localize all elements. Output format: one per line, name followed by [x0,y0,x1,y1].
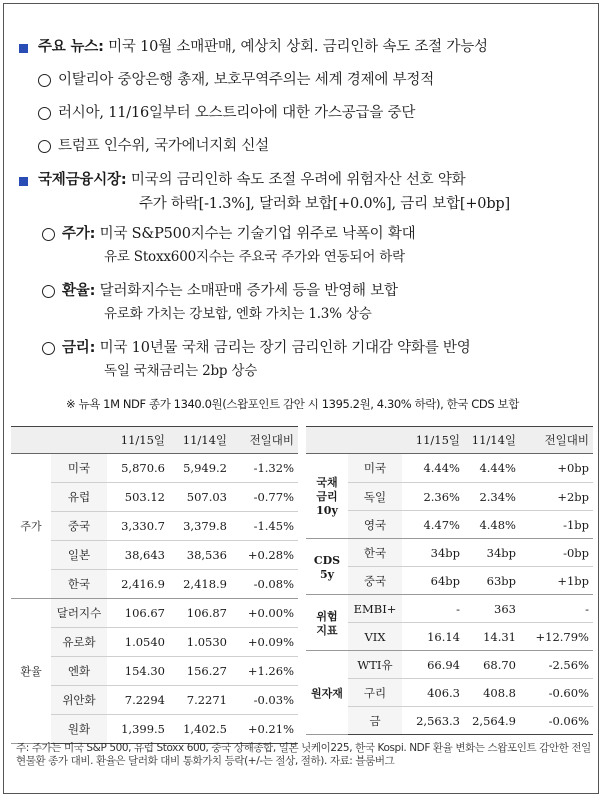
market-heading-text: 미국의 금리인하 속도 조절 우려에 위험자산 선호 약화 [130,172,466,188]
value-cell: 5,949.2 [169,454,231,483]
value-cell: -1.32% [231,454,298,483]
row-name-cell: 중국 [51,512,107,541]
row-name-cell: 미국 [348,454,402,483]
value-cell: 154.30 [107,657,169,686]
row-name-cell: 달러지수 [51,599,107,628]
value-cell: 2,564.9 [464,707,520,735]
circle-bullet-icon [38,140,51,153]
value-cell: 5,870.6 [107,454,169,483]
table-row [11,599,298,628]
row-name-cell: 엔화 [51,657,107,686]
market-item-sub: 독일 국채금리는 2bp 상승 [104,363,258,379]
row-name-cell: 유럽 [51,483,107,512]
table-row [306,567,593,595]
value-cell: 14.31 [464,623,520,651]
group-label [11,599,51,744]
value-cell: -0.08% [231,570,298,599]
table-row [306,511,593,539]
table-row [11,628,298,657]
row-name-cell: 한국 [348,539,402,567]
row-name-cell: 원화 [51,715,107,744]
market-item-rate [62,338,471,358]
value-cell: 1,399.5 [107,715,169,744]
value-cell: - [402,595,464,623]
row-name-cell: 유로화 [51,628,107,657]
value-cell: 4.47% [402,511,464,539]
market-item-label: 환율: [62,283,96,299]
value-cell: -0.03% [231,686,298,715]
value-cell: 34bp [402,539,464,567]
group-label-text: 원자재 [311,686,343,700]
value-cell: 1,402.5 [169,715,231,744]
value-cell: 3,379.8 [169,512,231,541]
value-cell: 1.0530 [169,628,231,657]
row-name-cell: VIX [348,623,402,651]
market-item-fx [62,281,398,301]
value-cell: 38,536 [169,541,231,570]
value-cell: 106.67 [107,599,169,628]
market-item-label: 주가: [62,226,96,242]
value-cell: +1.26% [231,657,298,686]
group-label-text: 국채 금리 10y [316,476,338,517]
value-cell: 4.44% [402,454,464,483]
table-row [11,715,298,744]
value-cell: 2,563.3 [402,707,464,735]
table-header-cell: 11/15일 [107,427,169,454]
value-cell: 64bp [402,567,464,595]
market-item-text: 미국 S&P500지수는 기술기업 위주로 낙폭이 확대 [99,226,416,242]
footnote: 주: 주가는 미국 S&P 500, 유럽 Stoxx 600, 중국 상해종합, 일본 닛케이225, 한국 Kospi. NDF 환율 변화는 스왑포인트 감안한 전일 현물환 종가 대비. 환율은 달러화 대비 통화가치 등락(+/-는 절상, 절하). 자료: 블룸버그 [16,742,591,767]
market-item-sub: 유로화 가치는 강보합, 엔화 가치는 1.3% 상승 [104,306,372,322]
value-cell: 363 [464,595,520,623]
table-row [11,512,298,541]
table-row [306,707,593,735]
value-cell: 406.3 [402,679,464,707]
value-cell: 1.0540 [107,628,169,657]
market-item-stock [62,224,415,244]
value-cell: 2,418.9 [169,570,231,599]
value-cell: +2bp [520,483,593,511]
value-cell: -2.56% [520,651,593,679]
value-cell: -1.45% [231,512,298,541]
table-header-row [306,427,593,454]
table-row [306,595,593,623]
table-header-cell [11,427,51,454]
table-row [11,541,298,570]
value-cell: -0.77% [231,483,298,512]
square-bullet-icon [19,44,28,53]
news-item: 트럼프 인수위, 국가에너지회 신설 [58,138,269,154]
table-header-cell: 전일대비 [520,427,593,454]
table-row [306,651,593,679]
row-name-cell: 영국 [348,511,402,539]
value-cell: - [520,595,593,623]
table-row [11,686,298,715]
value-cell: 503.12 [107,483,169,512]
news-heading-text: 미국 10월 소매판매, 예상치 상회. 금리인하 속도 조절 가능성 [108,39,488,55]
group-label [306,651,348,735]
group-label-text: 주가 [20,520,42,533]
table-row [11,657,298,686]
group-label [11,454,51,599]
row-name-cell: 미국 [51,454,107,483]
market-heading-label: 국제금융시장: [38,172,127,188]
value-cell: 38,643 [107,541,169,570]
row-name-cell: WTI유 [348,651,402,679]
value-cell: +0.21% [231,715,298,744]
circle-bullet-icon [42,342,55,355]
table-row [306,483,593,511]
table-header-cell [306,427,348,454]
value-cell: 66.94 [402,651,464,679]
value-cell: -0bp [520,539,593,567]
table-header-cell: 11/14일 [169,427,231,454]
square-bullet-icon [19,177,28,186]
table-row [11,483,298,512]
value-cell: 4.48% [464,511,520,539]
table-row [306,679,593,707]
table-header-cell: 11/14일 [464,427,520,454]
value-cell: +0.09% [231,628,298,657]
value-cell: +0.28% [231,541,298,570]
value-cell: 2.36% [402,483,464,511]
row-name-cell: 금 [348,707,402,735]
report-panel [3,3,599,794]
circle-bullet-icon [42,228,55,241]
value-cell: +12.79% [520,623,593,651]
market-item-label: 금리: [62,340,96,356]
value-cell: -0.06% [520,707,593,735]
value-cell: +1bp [520,567,593,595]
value-cell: 4.44% [464,454,520,483]
value-cell: 7.2294 [107,686,169,715]
row-name-cell: 독일 [348,483,402,511]
table-header-cell [51,427,107,454]
group-label [306,454,348,539]
row-name-cell: 중국 [348,567,402,595]
news-heading-label: 주요 뉴스: [38,39,104,55]
table-header-row [11,427,298,454]
value-cell: 2,416.9 [107,570,169,599]
row-name-cell: 위안화 [51,686,107,715]
market-heading [38,170,466,190]
value-cell: -0.60% [520,679,593,707]
table-header-cell: 11/15일 [402,427,464,454]
group-label [306,539,348,595]
value-cell: +0.00% [231,599,298,628]
table-header-cell: 전일대비 [231,427,298,454]
table-row [306,623,593,651]
market-item-text: 미국 10년물 국채 금리는 장기 금리인하 기대감 약화를 반영 [99,340,471,356]
table-row [306,539,593,567]
table-header-cell [348,427,402,454]
group-label-text: 환율 [20,665,42,678]
group-label [306,595,348,651]
group-label-text: 위험 지표 [316,609,338,637]
news-item: 러시아, 11/16일부터 오스트리아에 대한 가스공급을 중단 [58,105,416,121]
news-heading [38,37,488,57]
value-cell: -1bp [520,511,593,539]
row-name-cell: 일본 [51,541,107,570]
value-cell: 7.2271 [169,686,231,715]
circle-bullet-icon [42,285,55,298]
row-name-cell: EMBI+ [348,595,402,623]
value-cell: 2.34% [464,483,520,511]
value-cell: 156.27 [169,657,231,686]
value-cell: 408.8 [464,679,520,707]
value-cell: 63bp [464,567,520,595]
news-item: 이탈리아 중앙은행 총재, 보호무역주의는 세계 경제에 부정적 [58,72,435,88]
market-item-sub: 유로 Stoxx600지수는 주요국 주가와 연동되어 하락 [104,249,405,265]
value-cell: 16.14 [402,623,464,651]
table-row [306,454,593,483]
value-cell: +0bp [520,454,593,483]
market-item-text: 달러화지수는 소매판매 증가세 등을 반영해 보합 [99,283,398,299]
value-cell: 34bp [464,539,520,567]
table-row [11,570,298,599]
group-label-text: CDS 5y [313,553,341,581]
value-cell: 3,330.7 [107,512,169,541]
value-cell: 507.03 [169,483,231,512]
value-cell: 106.87 [169,599,231,628]
ndf-note: ※ 뉴욕 1M NDF 종가 1340.0원(스왑포인트 감안 시 1395.2원, 4.30% 하락), 한국 CDS 보합 [66,397,519,411]
circle-bullet-icon [38,107,51,120]
value-cell: 68.70 [464,651,520,679]
row-name-cell: 구리 [348,679,402,707]
circle-bullet-icon [38,74,51,87]
right-market-table [306,426,593,735]
market-summary: 주가 하락[-1.3%], 달러화 보합[+0.0%], 금리 보합[+0bp] [139,196,510,212]
row-name-cell: 한국 [51,570,107,599]
table-row [11,454,298,483]
left-market-table [11,426,298,744]
